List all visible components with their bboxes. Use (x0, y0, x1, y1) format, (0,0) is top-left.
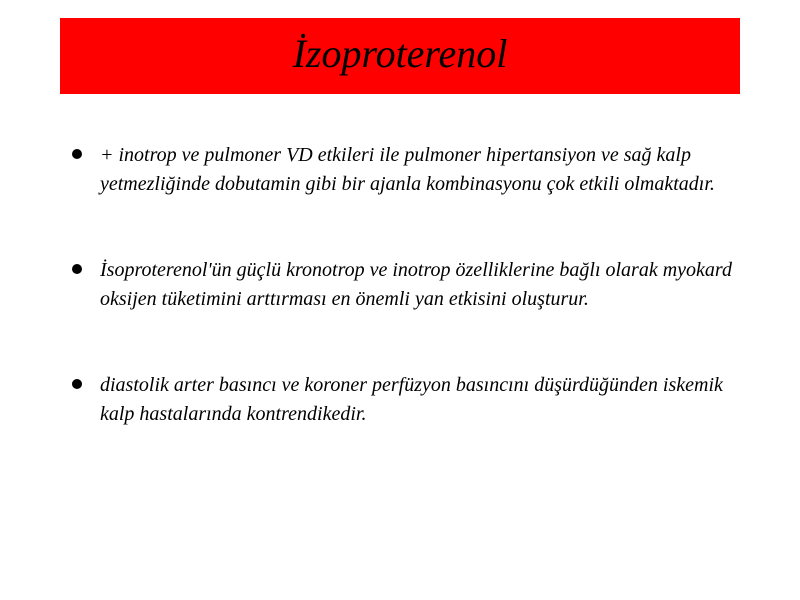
bullet-text-1: + inotrop ve pulmoner VD etkileri ile pulmoner hipertansiyon ve sağ kalp yetmezliğinde dobutamin gibi bir ajanla kombinasyonu çok etkili olmaktadır. (100, 144, 715, 195)
bullet-item-2 (70, 256, 750, 314)
slide-title: İzoproterenol (292, 31, 508, 76)
bullet-item-1 (70, 141, 750, 199)
bullet-item-3 (70, 371, 750, 429)
bullet-list (70, 141, 750, 429)
bullet-text-2: İsoproterenol'ün güçlü kronotrop ve inotrop özelliklerine bağlı olarak myokard oksijen tüketimini arttırması en önemli yan etkisini oluşturur. (100, 259, 732, 310)
bullet-dot-icon (72, 379, 82, 389)
bullet-dot-icon (72, 149, 82, 159)
bullet-dot-icon (72, 264, 82, 274)
title-bar (60, 18, 740, 94)
bullet-text-3: diastolik arter basıncı ve koroner perfüzyon basıncını düşürdüğünden iskemik kalp hastalarında kontrendikedir. (100, 374, 723, 425)
